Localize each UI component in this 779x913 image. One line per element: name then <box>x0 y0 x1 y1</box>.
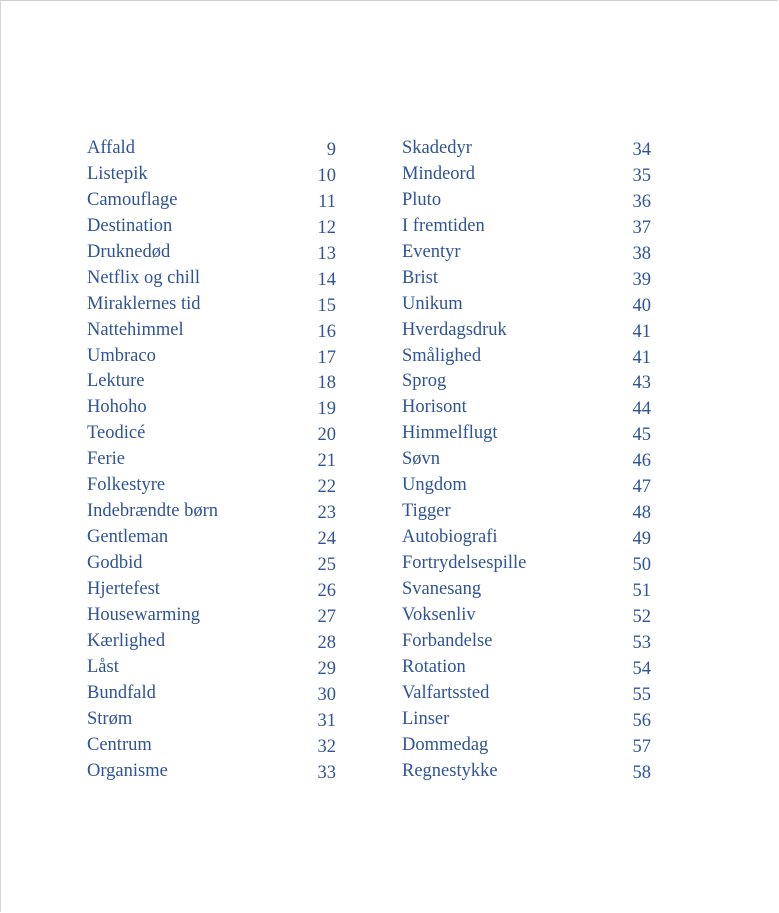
toc-entry-page-number: 35 <box>632 165 651 186</box>
toc-entry-title: Voksenliv <box>402 604 476 625</box>
toc-entry[interactable] <box>402 603 653 629</box>
toc-entry-page-number: 55 <box>632 684 651 705</box>
toc-entry-title: Himmelflugt <box>402 423 498 444</box>
toc-entry-page-number: 41 <box>632 321 651 342</box>
toc-entry-page-number: 58 <box>632 762 651 783</box>
toc-entry-page-number: 38 <box>632 243 651 264</box>
toc-entry-page-number: 17 <box>317 347 336 368</box>
toc-entry-page-number: 21 <box>317 451 336 472</box>
toc-entry-title: Mindeord <box>402 163 475 184</box>
toc-entry-page-number: 29 <box>317 658 336 679</box>
toc-entry[interactable] <box>402 214 653 240</box>
toc-entry[interactable] <box>87 395 338 421</box>
toc-entry-page-number: 52 <box>632 606 651 627</box>
toc-entry[interactable] <box>402 447 653 473</box>
toc-entry-page-number: 26 <box>317 580 336 601</box>
toc-entry-title: Hverdagsdruk <box>402 319 507 340</box>
toc-entry[interactable] <box>87 447 338 473</box>
toc-entry-page-number: 31 <box>317 710 336 731</box>
toc-entry-page-number: 36 <box>632 191 651 212</box>
toc-entry-title: Netflix og chill <box>87 267 201 288</box>
toc-entry-page-number: 57 <box>632 736 651 757</box>
toc-entry[interactable] <box>402 707 653 733</box>
toc-entry[interactable] <box>402 292 653 318</box>
toc-entry-page-number: 20 <box>317 425 336 446</box>
toc-entry-title: Nattehimmel <box>87 319 184 340</box>
toc-entry-page-number: 33 <box>317 762 336 783</box>
toc-entry[interactable] <box>87 733 338 759</box>
toc-entry[interactable] <box>87 577 338 603</box>
toc-entry[interactable] <box>87 369 338 395</box>
toc-entry[interactable] <box>87 707 338 733</box>
toc-entry-title: Centrum <box>87 734 152 755</box>
toc-entry-page-number: 41 <box>632 347 651 368</box>
toc-entry-title: Valfartssted <box>402 682 490 703</box>
toc-entry-page-number: 48 <box>632 503 651 524</box>
toc-entry-page-number: 27 <box>317 606 336 627</box>
toc-entry-title: Dommedag <box>402 734 489 755</box>
toc-entry[interactable] <box>87 525 338 551</box>
toc-entry-title: Camouflage <box>87 189 178 210</box>
toc-entry[interactable] <box>402 369 653 395</box>
toc-entry-title: Eventyr <box>402 241 461 262</box>
toc-entry-title: Tigger <box>402 501 451 522</box>
toc-entry[interactable] <box>87 499 338 525</box>
toc-entry-page-number: 54 <box>632 658 651 679</box>
toc-entry[interactable] <box>402 525 653 551</box>
toc-entry-title: Lekture <box>87 371 145 392</box>
toc-entry[interactable] <box>402 655 653 681</box>
toc-entry-title: Folkestyre <box>87 475 166 496</box>
toc-column-right <box>402 136 653 784</box>
toc-entry-page-number: 10 <box>317 165 336 186</box>
toc-entry[interactable] <box>402 629 653 655</box>
toc-entry[interactable] <box>402 188 653 214</box>
toc-entry-title: Strøm <box>87 708 133 729</box>
toc-entry-page-number: 30 <box>317 684 336 705</box>
toc-entry-title: Teodicé <box>87 423 146 444</box>
toc-entry-title: Sprog <box>402 371 447 392</box>
toc-entry[interactable] <box>402 136 653 162</box>
toc-entry-page-number: 13 <box>317 243 336 264</box>
toc-entry[interactable] <box>87 551 338 577</box>
toc-entry-page-number: 53 <box>632 632 651 653</box>
toc-entry-page-number: 39 <box>632 269 651 290</box>
toc-entry-title: Ferie <box>87 449 126 470</box>
toc-entry-title: Svanesang <box>402 578 482 599</box>
toc-entry-page-number: 46 <box>632 451 651 472</box>
toc-entry-page-number: 12 <box>317 217 336 238</box>
toc-entry[interactable] <box>402 395 653 421</box>
toc-entry-title: Brist <box>402 267 438 288</box>
toc-column-left <box>87 136 338 784</box>
toc-entry-title: Søvn <box>402 449 441 470</box>
toc-entry[interactable] <box>87 629 338 655</box>
toc-entry[interactable] <box>402 499 653 525</box>
toc-entry[interactable] <box>87 188 338 214</box>
toc-entry-page-number: 28 <box>317 632 336 653</box>
toc-entry-title: Affald <box>87 138 135 158</box>
toc-entry-title: Indebrændte børn <box>87 501 219 522</box>
toc-entry[interactable] <box>87 136 338 162</box>
toc-entry-page-number: 37 <box>632 217 651 238</box>
toc-entry[interactable] <box>87 759 338 785</box>
toc-entry[interactable] <box>402 551 653 577</box>
toc-entry[interactable] <box>402 577 653 603</box>
toc-entry-page-number: 50 <box>632 555 651 575</box>
toc-entry[interactable] <box>87 681 338 707</box>
toc-entry-page-number: 32 <box>317 736 336 757</box>
toc-entry[interactable] <box>87 473 338 499</box>
toc-entry-title: Umbraco <box>87 345 156 366</box>
toc-entry[interactable] <box>402 759 653 785</box>
toc-entry[interactable] <box>87 421 338 447</box>
toc-entry-page-number: 16 <box>317 321 336 342</box>
toc-entry-title: Rotation <box>402 656 466 677</box>
toc-entry-page-number: 51 <box>632 580 651 601</box>
toc-entry-title: Regnestykke <box>402 760 498 781</box>
toc-entry[interactable] <box>402 266 653 292</box>
toc-entry-title: Unikum <box>402 293 463 314</box>
toc-entry-title: Autobiografi <box>402 527 498 548</box>
toc-entry[interactable] <box>87 240 338 266</box>
toc-entry[interactable] <box>402 162 653 188</box>
toc-entry-title: Smålighed <box>402 345 482 366</box>
toc-entry-page-number: 49 <box>632 529 651 550</box>
toc-entry-page-number: 47 <box>632 477 651 498</box>
toc-entry[interactable] <box>87 344 338 370</box>
toc-entry-title: Miraklernes tid <box>87 293 201 314</box>
toc-entry-page-number: 44 <box>632 399 651 420</box>
toc-entry[interactable] <box>402 473 653 499</box>
toc-entry-page-number: 22 <box>317 477 336 498</box>
toc-entry-page-number: 19 <box>317 399 336 420</box>
toc-entry-title: Bundfald <box>87 682 156 703</box>
toc-entry-page-number: 15 <box>317 295 336 316</box>
toc-entry[interactable] <box>87 318 338 344</box>
toc-entry[interactable] <box>402 344 653 370</box>
toc-entry[interactable] <box>87 603 338 629</box>
toc-entry[interactable] <box>87 214 338 240</box>
toc-entry-page-number: 43 <box>632 373 651 394</box>
toc-entry-page-number: 11 <box>318 191 336 212</box>
toc-entry[interactable] <box>87 266 338 292</box>
toc-entry-title: Godbid <box>87 553 143 573</box>
toc-entry[interactable] <box>87 292 338 318</box>
toc-entry-title: Horisont <box>402 397 467 418</box>
toc-entry-title: Låst <box>87 656 119 677</box>
toc-entry[interactable] <box>402 733 653 759</box>
toc-entry-page-number: 9 <box>326 140 336 160</box>
toc-entry-page-number: 34 <box>632 140 651 160</box>
toc-entry[interactable] <box>87 655 338 681</box>
toc-entry-title: Destination <box>87 215 173 236</box>
toc-entry-title: I fremtiden <box>402 215 485 236</box>
toc-entry-title: Hjertefest <box>87 578 160 599</box>
toc-entry-page-number: 24 <box>317 529 336 550</box>
toc-entry-page-number: 14 <box>317 269 336 290</box>
toc-entry-title: Linser <box>402 708 450 729</box>
toc-entry[interactable] <box>87 162 338 188</box>
toc-entry-page-number: 56 <box>632 710 651 731</box>
toc-entry[interactable] <box>402 681 653 707</box>
toc-entry-title: Organisme <box>87 760 168 781</box>
toc-entry-page-number: 18 <box>317 373 336 394</box>
toc-entry-title: Housewarming <box>87 604 201 625</box>
toc-entry-title: Hohoho <box>87 397 147 418</box>
toc-entry[interactable] <box>402 318 653 344</box>
toc-entry-title: Kærlighed <box>87 630 166 651</box>
toc-entry[interactable] <box>402 421 653 447</box>
toc-entry-title: Listepik <box>87 163 148 184</box>
toc-entry-title: Forbandelse <box>402 630 493 651</box>
toc-entry[interactable] <box>402 240 653 266</box>
toc-entry-title: Ungdom <box>402 475 467 496</box>
toc-entry-title: Druknedød <box>87 241 171 262</box>
toc-entry-page-number: 45 <box>632 425 651 446</box>
toc-entry-title: Pluto <box>402 189 442 210</box>
toc-entry-page-number: 23 <box>317 503 336 524</box>
toc-entry-title: Fortrydelsespille <box>402 553 527 573</box>
toc-entry-title: Skadedyr <box>402 138 472 158</box>
toc-entry-page-number: 25 <box>317 555 336 575</box>
toc-entry-page-number: 40 <box>632 295 651 316</box>
toc-entry-title: Gentleman <box>87 527 169 548</box>
